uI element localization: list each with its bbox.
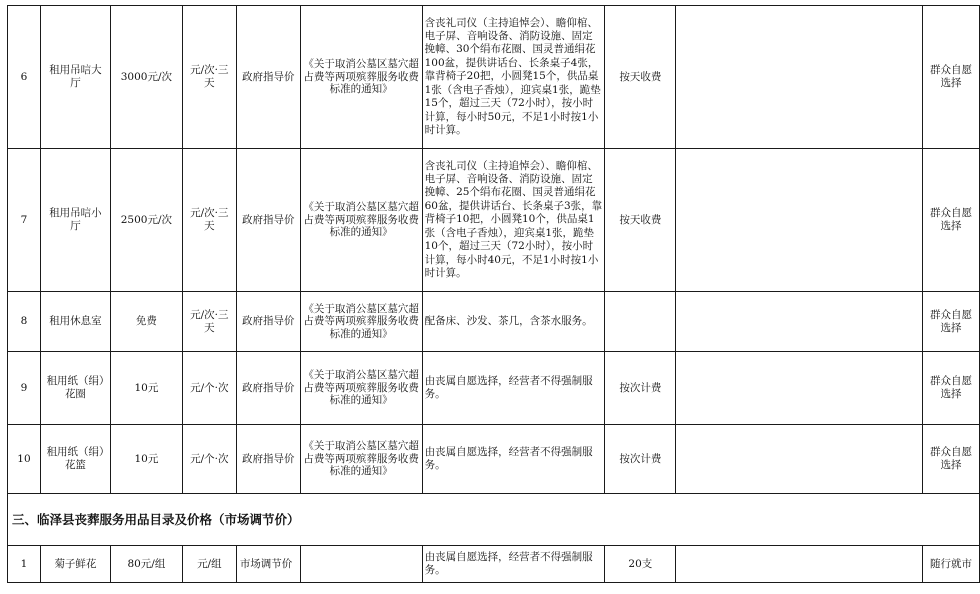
- charge-method: 按次计费: [605, 352, 676, 425]
- basis-document: [300, 546, 422, 583]
- unit: 元/次·三天: [182, 6, 236, 149]
- basis-document: 《关于取消公墓区墓穴超占费等两项殡葬服务收费标准的通知》: [300, 149, 422, 292]
- charge-method: [605, 292, 676, 352]
- service-content: 含丧礼司仪（主持追悼会）、瞻仰棺、电子屏、音响设备、消防设施、固定挽幛、30个绢布花圈、国灵普通绢花100盆，提供讲话台、长条桌子4张，靠背椅子20把，小圆凳15个，供品桌1张（含电子香烛），迎宾桌1张，跪垫15个，超过三天（72小时），按小时计算，每小时50元，不足1小时按1小时计算。: [422, 6, 605, 149]
- price: 10元: [110, 425, 182, 494]
- item-name: 租用吊唁小厅: [40, 149, 110, 292]
- table-row: [8, 546, 980, 583]
- table-row: [8, 6, 980, 149]
- price: 10元: [110, 352, 182, 425]
- service-content: 配备床、沙发、茶几，含茶水服务。: [422, 292, 605, 352]
- unit: 元/组: [182, 546, 236, 583]
- item-name: 租用休息室: [40, 292, 110, 352]
- remark: [676, 425, 923, 494]
- service-content: 由丧属自愿选择，经营者不得强制服务。: [422, 546, 605, 583]
- remark: [676, 6, 923, 149]
- remark: [676, 352, 923, 425]
- price: 2500元/次: [110, 149, 182, 292]
- row-number: 6: [8, 6, 41, 149]
- charge-method: 按天收费: [605, 149, 676, 292]
- pricing-type: 政府指导价: [236, 6, 300, 149]
- pricing-type: 政府指导价: [236, 149, 300, 292]
- price: 3000元/次: [110, 6, 182, 149]
- unit: 元/次·三天: [182, 292, 236, 352]
- charge-method: 按天收费: [605, 6, 676, 149]
- choice-note: 随行就市: [922, 546, 979, 583]
- table-row: [8, 425, 980, 494]
- row-number: 8: [8, 292, 41, 352]
- remark: [676, 149, 923, 292]
- pricing-type: 市场调节价: [236, 546, 300, 583]
- basis-document: 《关于取消公墓区墓穴超占费等两项殡葬服务收费标准的通知》: [300, 352, 422, 425]
- price: 80元/组: [110, 546, 182, 583]
- choice-note: 群众自愿选择: [922, 149, 979, 292]
- basis-document: 《关于取消公墓区墓穴超占费等两项殡葬服务收费标准的通知》: [300, 292, 422, 352]
- charge-method: 按次计费: [605, 425, 676, 494]
- fee-table: [7, 5, 980, 583]
- choice-note: 群众自愿选择: [922, 292, 979, 352]
- item-name: 菊子鲜花: [40, 546, 110, 583]
- section-row: [8, 494, 980, 546]
- item-name: 租用纸（绢）花圈: [40, 352, 110, 425]
- row-number: 10: [8, 425, 41, 494]
- row-number: 1: [8, 546, 41, 583]
- row-number: 9: [8, 352, 41, 425]
- choice-note: 群众自愿选择: [922, 6, 979, 149]
- choice-note: 群众自愿选择: [922, 425, 979, 494]
- item-name: 租用吊唁大厅: [40, 6, 110, 149]
- table-row: [8, 352, 980, 425]
- table-row: [8, 292, 980, 352]
- item-name: 租用纸（绢）花篮: [40, 425, 110, 494]
- service-content: 由丧属自愿选择，经营者不得强制服务。: [422, 352, 605, 425]
- row-number: 7: [8, 149, 41, 292]
- pricing-type: 政府指导价: [236, 425, 300, 494]
- basis-document: 《关于取消公墓区墓穴超占费等两项殡葬服务收费标准的通知》: [300, 425, 422, 494]
- pricing-type: 政府指导价: [236, 352, 300, 425]
- service-content: 由丧属自愿选择，经营者不得强制服务。: [422, 425, 605, 494]
- unit: 元/个·次: [182, 425, 236, 494]
- price: 免费: [110, 292, 182, 352]
- remark: [676, 546, 923, 583]
- remark: [676, 292, 923, 352]
- service-content: 含丧礼司仪（主持追悼会）、瞻仰棺、电子屏、音响设备、消防设施、固定挽幛、25个绢布花圈、国灵普通绢花60盆，提供讲话台、长条桌子3张，靠背椅子10把，小圆凳10个，供品桌1张（含电子香烛），迎宾桌1张，跪垫10个，超过三天（72小时），按小时计算，每小时40元，不足1小时按1小时计算。: [422, 149, 605, 292]
- table-row: [8, 149, 980, 292]
- charge-method: 20支: [605, 546, 676, 583]
- pricing-type: 政府指导价: [236, 292, 300, 352]
- unit: 元/个·次: [182, 352, 236, 425]
- choice-note: 群众自愿选择: [922, 352, 979, 425]
- basis-document: 《关于取消公墓区墓穴超占费等两项殡葬服务收费标准的通知》: [300, 6, 422, 149]
- unit: 元/次·三天: [182, 149, 236, 292]
- section-title: 三、临泽县丧葬服务用品目录及价格（市场调节价）: [8, 494, 980, 546]
